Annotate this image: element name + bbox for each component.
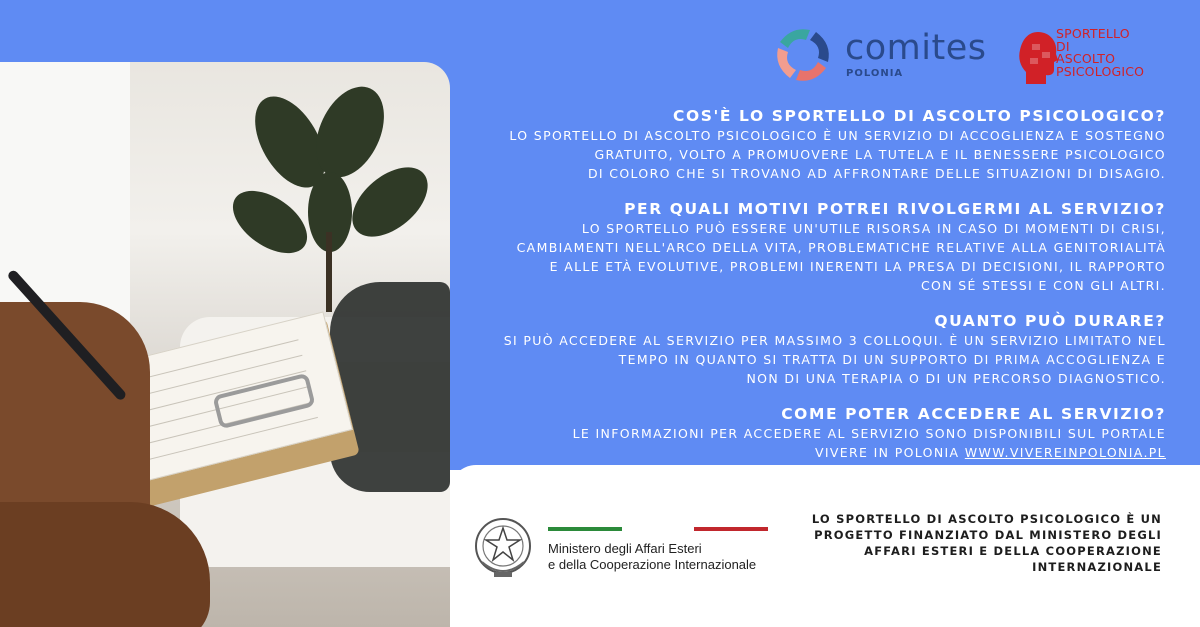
sportello-logo-line: SPORTELLO [1056, 26, 1130, 41]
ministry-name-line1: Ministero degli Affari Esteri [548, 541, 702, 556]
photo-arm [0, 502, 210, 627]
section-line: CAMBIAMENTI NELL'ARCO DELLA VITA, PROBLEMATICHE RELATIVE ALLA GENITORIALITÀ [516, 240, 1166, 255]
funding-line: LO SPORTELLO DI ASCOLTO PSICOLOGICO È UN [811, 512, 1162, 526]
funding-line: PROGETTO FINANZIATO DAL MINISTERO DEGLI [814, 528, 1162, 542]
section-heading: COME POTER ACCEDERE AL SERVIZIO? [781, 405, 1166, 423]
section-line: LO SPORTELLO DI ASCOLTO PSICOLOGICO È UN SERVIZIO DI ACCOGLIENZA E SOSTEGNO [509, 128, 1166, 143]
flag-green-bar [548, 527, 622, 531]
sportello-logo-line: DI [1056, 38, 1070, 54]
portal-prefix: VIVERE IN POLONIA [814, 445, 965, 460]
section-line: DI COLORO CHE SI TROVANO AD AFFRONTARE DELLE SITUAZIONI DI DISAGIO. [587, 166, 1166, 181]
section-line: TEMPO IN QUANTO SI TRATTA DI UN SUPPORTO DI PRIMA ACCOGLIENZA E [618, 352, 1166, 367]
funding-line: INTERNAZIONALE [1032, 560, 1162, 574]
section-line: E ALLE ETÀ EVOLUTIVE, PROBLEMI INERENTI LA PRESA DI DECISIONI, IL RAPPORTO [549, 259, 1166, 274]
sportello-logo-line: ASCOLTO [1056, 51, 1116, 66]
sportello-logo-text [1056, 28, 1144, 78]
ministry-logo [472, 514, 772, 584]
info-content [446, 106, 1166, 478]
section-line: LE INFORMAZIONI PER ACCEDERE AL SERVIZIO SONO DISPONIBILI SUL PORTALE [572, 426, 1166, 441]
sportello-logo-line: PSICOLOGICO [1056, 63, 1145, 79]
therapy-photo [0, 62, 450, 627]
photo-plant [230, 82, 430, 312]
funding-line: AFFARI ESTERI E DELLA COOPERAZIONE [864, 544, 1162, 558]
photo-window [0, 62, 130, 342]
republic-emblem-icon [472, 514, 534, 582]
comites-logo [770, 24, 1000, 86]
comites-mark-icon [770, 24, 834, 86]
head-puzzle-icon [1018, 30, 1058, 86]
portal-link[interactable]: WWW.VIVEREINPOLONIA.PL [964, 445, 1166, 460]
section-line: SI PUÒ ACCEDERE AL SERVIZIO PER MASSIMO 3 COLLOQUI. È UN SERVIZIO LIMITATO NEL [503, 333, 1166, 348]
sportello-logo [1018, 28, 1168, 84]
section-reasons [446, 199, 1166, 295]
section-line: LO SPORTELLO PUÒ ESSERE UN'UTILE RISORSA IN CASO DI MOMENTI DI CRISI, [581, 221, 1166, 236]
funding-note [782, 511, 1162, 575]
section-access [446, 404, 1166, 462]
section-duration [446, 311, 1166, 388]
section-what-is [446, 106, 1166, 183]
section-line-with-link [446, 443, 1166, 462]
flag-red-bar [694, 527, 768, 531]
section-line: NON DI UNA TERAPIA O DI UN PERCORSO DIAGNOSTICO. [746, 371, 1166, 386]
comites-name: comites [845, 28, 987, 68]
section-heading: PER QUALI MOTIVI POTREI RIVOLGERMI AL SERVIZIO? [624, 200, 1166, 218]
section-heading: QUANTO PUÒ DURARE? [934, 312, 1166, 330]
photo-person [330, 282, 450, 492]
ministry-name-line2: e della Cooperazione Internazionale [548, 557, 757, 572]
comites-subtitle: POLONIA [846, 68, 904, 79]
section-line: CON SÉ STESSI E CON GLI ALTRI. [920, 278, 1166, 293]
section-heading: COS'È LO SPORTELLO DI ASCOLTO PSICOLOGICO? [673, 107, 1166, 125]
section-line: GRATUITO, VOLTO A PROMUOVERE LA TUTELA E IL BENESSERE PSICOLOGICO [594, 147, 1166, 162]
